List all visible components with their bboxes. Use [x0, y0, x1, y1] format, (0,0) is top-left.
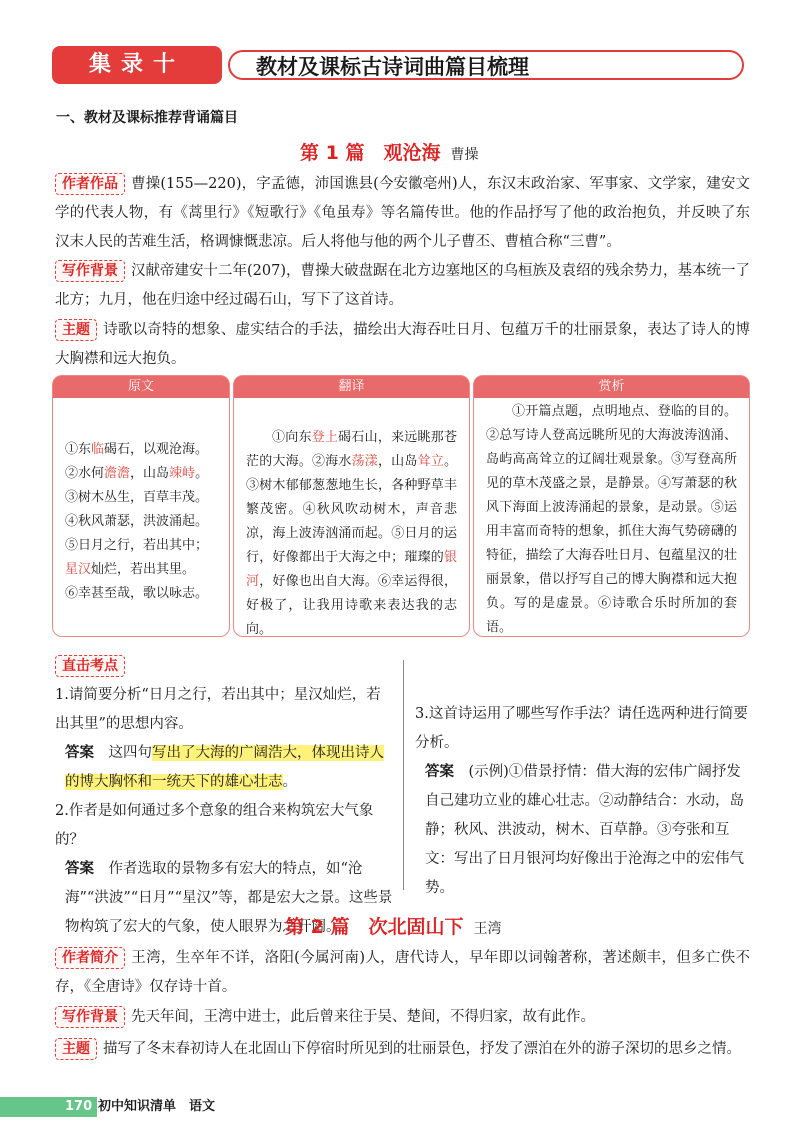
- orig-line-5: ⑤日月之行，若出其中；: [65, 538, 209, 553]
- poem1-author-intro: [55, 170, 750, 257]
- orig-line-1: ①东临碣石，以观沧海。: [65, 442, 209, 457]
- poem2-author: 王湾: [473, 921, 502, 937]
- book-name: 初中知识清单 语文: [98, 1099, 216, 1114]
- tag-writing-background: 写作背景: [55, 260, 125, 282]
- poem1-theme: [55, 316, 750, 374]
- tag-theme: 主题: [55, 319, 97, 341]
- column-translation: [233, 375, 470, 637]
- tag-author-works: 作者作品: [55, 173, 125, 195]
- column-divider: [403, 660, 404, 890]
- answer-3: 答案 (示例)①借景抒情：借大海的宏伟广阔抒发自己建功立业的雄心壮志。②动静结合：水动，岛静；秋风、洪波动，树木、百草静。③夸张和互文：写出了日月银河均好像出于沧海之中的宏伟气势。: [425, 764, 744, 896]
- page-number: 170: [60, 1097, 97, 1117]
- column-appreciation: [473, 375, 750, 637]
- poem1-table: [52, 375, 750, 637]
- poem1-author: 曹操: [450, 147, 479, 163]
- question-3: 3.这首诗运用了哪些写作手法？请任选两种进行简要分析。: [415, 706, 748, 751]
- orig-line-4: ④秋风萧瑟，洪波涌起。: [65, 514, 209, 529]
- orig-line-2: ②水何澹澹，山岛竦峙。: [65, 466, 209, 481]
- tag-author-intro: 作者简介: [55, 947, 125, 969]
- orig-line-7: ⑥幸甚至哉，歌以咏志。: [65, 586, 209, 601]
- exam-points-right: [415, 700, 750, 903]
- collection-badge: 集录十: [52, 46, 222, 84]
- poem1-author-text: 曹操(155—220)，字孟德，沛国谯县(今安徽亳州)人，东汉末政治家、军事家、文学家，建安文学的代表人物，有《蒿里行》《短歌行》《龟虽寿》等名篇传世。他的作品抒写了他的政治抱负，并反映了东汉末人民的苦难生活，格调慷慨悲凉。后人将他与他的两个儿子曹丕、曹植合称“三曹”。: [55, 176, 750, 250]
- poem2-author-intro: 作者简介 王湾，生卒年不详，洛阳(今属河南)人，唐代诗人，早年即以词翰著称，著述颇丰，但多亡佚不存，《全唐诗》仅存诗十首。: [55, 944, 750, 1002]
- poem1-background: [55, 257, 750, 315]
- answer-label: 答案: [65, 745, 94, 761]
- question-2: 2.作者是如何通过多个意象的组合来构筑宏大气象的？: [55, 803, 374, 848]
- poem2-background: 写作背景 先天年间，王湾中进士，此后曾来往于吴、楚间，不得归家，故有此作。: [55, 1003, 750, 1032]
- poem1-theme-text: 诗歌以奇特的想象、虚实结合的手法，描绘出大海吞吐日月、包蕴万千的壮丽景象，表达了诗人的博大胸襟和远大抱负。: [55, 322, 750, 367]
- tag-exam-points: 直击考点: [55, 655, 125, 677]
- page-title: 教材及课标古诗词曲篇目梳理: [228, 50, 744, 80]
- appreciation-text: ①开篇点题，点明地点、登临的目的。②总写诗人登高远眺所见的大海波涛汹涌、岛屿高高耸立的辽阔壮观景象。③写登高所见的草木茂盛之景，是静景。④写萧瑟的秋风下海面上波涛涌起的景象，是动景。⑤运用丰富而奇特的想象，抓住大海气势磅礴的特征，描绘了大海吞吐日月、包蕴星汉的壮丽景象，借以抒写自己的博大胸襟和远大抱负。写的是虚景。⑥诗歌合乐时所加的套语。: [486, 404, 737, 635]
- translation-text: ①向东登上碣石山，来远眺那苍茫的大海。②海水荡漾，山岛耸立。③树木郁郁葱葱地生长，各种野草丰繁茂密。④秋风吹动树木，声音悲凉，海上波涛汹涌而起。⑤日月的运行，好像都出于大海之中；璀璨的银河，好像也出自大海。⑥幸运得很，好极了，让我用诗歌来表达我的志向。: [246, 430, 457, 637]
- column-original-head: 原文: [53, 376, 229, 398]
- poem1-title: [300, 138, 478, 165]
- answer-1-highlight: 写出了大海的广阔浩大，体现出诗人的博大胸怀和一统天下的雄心壮志: [65, 745, 384, 790]
- orig-line-6: 星汉灿烂，若出其里。: [65, 562, 196, 577]
- original-lines: [53, 398, 229, 614]
- tag-writing-background-2: 写作背景: [55, 1006, 125, 1028]
- poem2-title-text: 第 2 篇 次北固山下: [285, 916, 464, 938]
- poem1-title-text: 第 1 篇 观沧海: [300, 142, 441, 164]
- footer-bar: [0, 1097, 60, 1117]
- answer-1: 答案 这四句写出了大海的广阔浩大，体现出诗人的博大胸怀和一统天下的雄心壮志。: [65, 745, 384, 790]
- tag-theme-2: 主题: [55, 1038, 97, 1060]
- exam-points-left: [55, 652, 395, 942]
- poem2-theme: 主题 描写了冬末春初诗人在北固山下停宿时所见到的壮丽景色，抒发了漂泊在外的游子深切的思乡之情。: [55, 1035, 750, 1064]
- answer-2: 答案 作者选取的景物多有宏大的特点，如“沧海”“洪波”“日月”“星汉”等，都是宏大之景。这些景物构筑了宏大的气象，使人眼界为之开阔。: [65, 861, 393, 935]
- poem2-title: [285, 912, 501, 939]
- question-1: 1.请简要分析“日月之行，若出其中；星汉灿烂，若出其里”的思想内容。: [55, 687, 381, 732]
- section-title: 一、教材及课标推荐背诵篇目: [56, 110, 238, 126]
- column-original: [52, 375, 230, 637]
- column-translation-head: 翻译: [234, 376, 469, 398]
- column-appreciation-head: 赏析: [474, 376, 749, 398]
- poem1-bg-text: 汉献帝建安十二年(207)，曹操大破盘踞在北方边塞地区的乌桓族及袁绍的残余势力，基本统一了北方；九月，他在归途中经过碣石山，写下了这首诗。: [55, 263, 750, 308]
- orig-line-3: ③树木丛生，百草丰茂。: [65, 490, 209, 505]
